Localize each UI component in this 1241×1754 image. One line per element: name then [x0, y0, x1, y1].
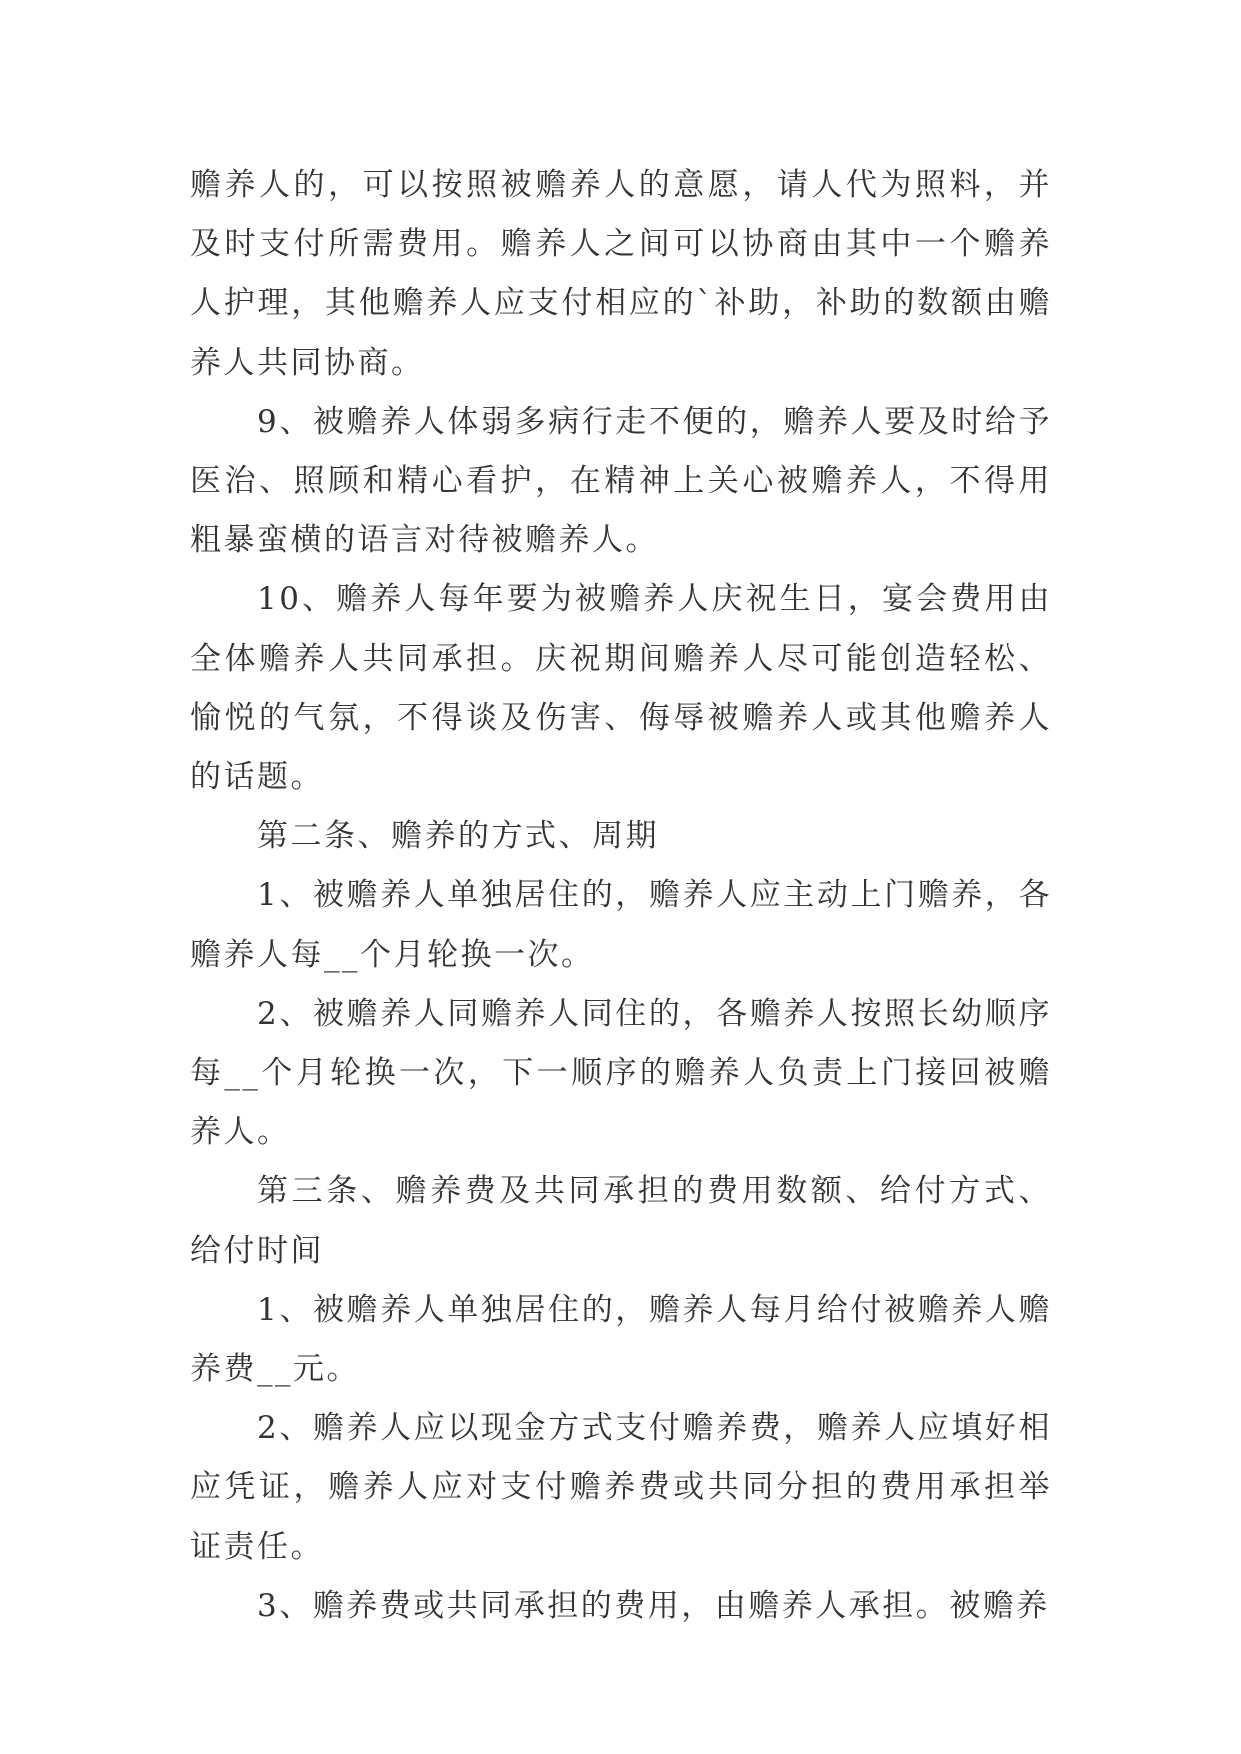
document-body	[190, 156, 1052, 1636]
paragraph-article-3-item-3: 3、赡养费或共同承担的费用，由赡养人承担。被赡养	[257, 1587, 1050, 1624]
paragraph-care-continuation: 赡养人的，可以按照被赡养人的意愿，请人代为照料，并及时支付所需费用。赡养人之间可以协商由其中一个赡养人护理，其他赡养人应支付相应的`补助，补助的数额由赡养人共同协商。	[190, 167, 1052, 381]
paragraph-item-9: 9、被赡养人体弱多病行走不便的，赡养人要及时给予医治、照顾和精心看护，在精神上关心被赡养人，不得用粗暴蛮横的语言对待被赡养人。	[190, 403, 1052, 559]
paragraph-article-2-item-2: 2、被赡养人同赡养人同住的，各赡养人按照长幼顺序每__个月轮换一次，下一顺序的赡养人负责上门接回被赡养人。	[190, 995, 1052, 1151]
paragraph-article-3-item-1: 1、被赡养人单独居住的，赡养人每月给付被赡养人赡养费__元。	[190, 1291, 1052, 1388]
paragraph-article-2-item-1: 1、被赡养人单独居住的，赡养人应主动上门赡养，各赡养人每__个月轮换一次。	[190, 877, 1052, 973]
paragraph-item-10: 10、赡养人每年要为被赡养人庆祝生日，宴会费用由全体赡养人共同承担。庆祝期间赡养人尽可能创造轻松、愉悦的气氛，不得谈及伤害、侮辱被赡养人或其他赡养人的话题。	[190, 581, 1052, 796]
section-heading-article-2: 第二条、赡养的方式、周期	[257, 818, 659, 855]
section-heading-article-3: 第三条、赡养费及共同承担的费用数额、给付方式、给付时间	[190, 1173, 1052, 1269]
paragraph-article-3-item-2: 2、赡养人应以现金方式支付赡养费，赡养人应填好相应凭证，赡养人应对支付赡养费或共同分担的费用承担举证责任。	[190, 1410, 1052, 1565]
